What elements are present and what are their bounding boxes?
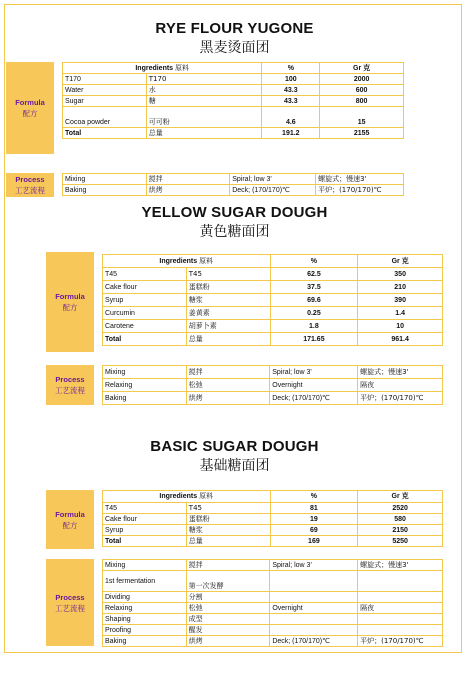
table-row: Mixing 搅拌 Spiral; low 3' 螺旋式；慢速3' xyxy=(63,174,404,185)
section-subtitle-rye: 黑麦烫面团 xyxy=(199,40,270,56)
table-header: Ingredients 原料 % Gr 克 xyxy=(103,255,443,268)
formula-table-basic xyxy=(102,490,443,547)
process-label: Process 工艺流程 xyxy=(46,559,94,646)
table-row-total: Total 总量 171.65 961.4 xyxy=(103,333,443,346)
process-label: Process 工艺流程 xyxy=(46,365,94,405)
table-row: 1st fermentation 第一次发酵 xyxy=(103,571,443,592)
table-header: Ingredients 原料 % Gr 克 xyxy=(103,491,443,503)
table-row: Shaping 成型 xyxy=(103,614,443,625)
section-title-basic: BASIC SUGAR DOUGH xyxy=(150,438,319,455)
formula-table-rye xyxy=(62,62,404,139)
section-subtitle-yellow: 黄色糖面团 xyxy=(199,224,270,240)
table-row: Baking 烘烤 Deck; (170/170)℃ 平炉；(170/170)℃ xyxy=(103,392,443,405)
table-row: Carotene 胡萝卜素 1.8 10 xyxy=(103,320,443,333)
table-row: T45 T45 81 2520 xyxy=(103,503,443,514)
table-row: Cake flour 蛋糕粉 19 580 xyxy=(103,514,443,525)
table-row-total: Total 总量 191.2 2155 xyxy=(63,128,404,139)
formula-table-yellow xyxy=(102,254,443,346)
table-header: Ingredients 原料 % Gr 克 xyxy=(63,63,404,74)
process-table-basic xyxy=(102,559,443,647)
table-row: T170 T170 100 2000 xyxy=(63,74,404,85)
formula-label: Formula 配方 xyxy=(46,252,94,352)
section-title-yellow: YELLOW SUGAR DOUGH xyxy=(141,204,328,221)
table-row: Dividing 分割 xyxy=(103,592,443,603)
table-row: Syrup 糖浆 69.6 390 xyxy=(103,294,443,307)
table-row: Relaxing 松弛 Overnight 隔夜 xyxy=(103,379,443,392)
section-title-rye: RYE FLOUR YUGONE xyxy=(155,20,314,37)
process-table-rye xyxy=(62,173,404,196)
table-row: Syrup 糖浆 69 2150 xyxy=(103,525,443,536)
table-row: Mixing 搅拌 Spiral; low 3' 螺旋式；慢速3' xyxy=(103,366,443,379)
table-row: Cocoa powder 可可粉 4.6 15 xyxy=(63,107,404,128)
process-table-yellow xyxy=(102,365,443,405)
section-subtitle-basic: 基础糖面团 xyxy=(199,458,270,474)
table-row: Mixing 搅拌 Spiral; low 3' 螺旋式；慢速3' xyxy=(103,560,443,571)
process-label: Process 工艺流程 xyxy=(6,173,54,197)
table-row: Baking 烘烤 Deck; (170/170)℃ 平炉；(170/170)℃ xyxy=(103,636,443,647)
table-row: Water 水 43.3 600 xyxy=(63,85,404,96)
formula-label: Formula 配方 xyxy=(46,490,94,549)
table-row: T45 T45 62.5 350 xyxy=(103,268,443,281)
table-row: Baking 烘烤 Deck; (170/170)℃ 平炉；(170/170)℃ xyxy=(63,185,404,196)
table-row: Cake flour 蛋糕粉 37.5 210 xyxy=(103,281,443,294)
table-row-total: Total 总量 169 5250 xyxy=(103,536,443,547)
table-row: Relaxing 松弛 Overnight 隔夜 xyxy=(103,603,443,614)
table-row: Curcumin 姜黄素 0.25 1.4 xyxy=(103,307,443,320)
formula-label: Formula 配方 xyxy=(6,62,54,154)
table-row: Proofing 醒发 xyxy=(103,625,443,636)
table-row: Sugar 糖 43.3 800 xyxy=(63,96,404,107)
